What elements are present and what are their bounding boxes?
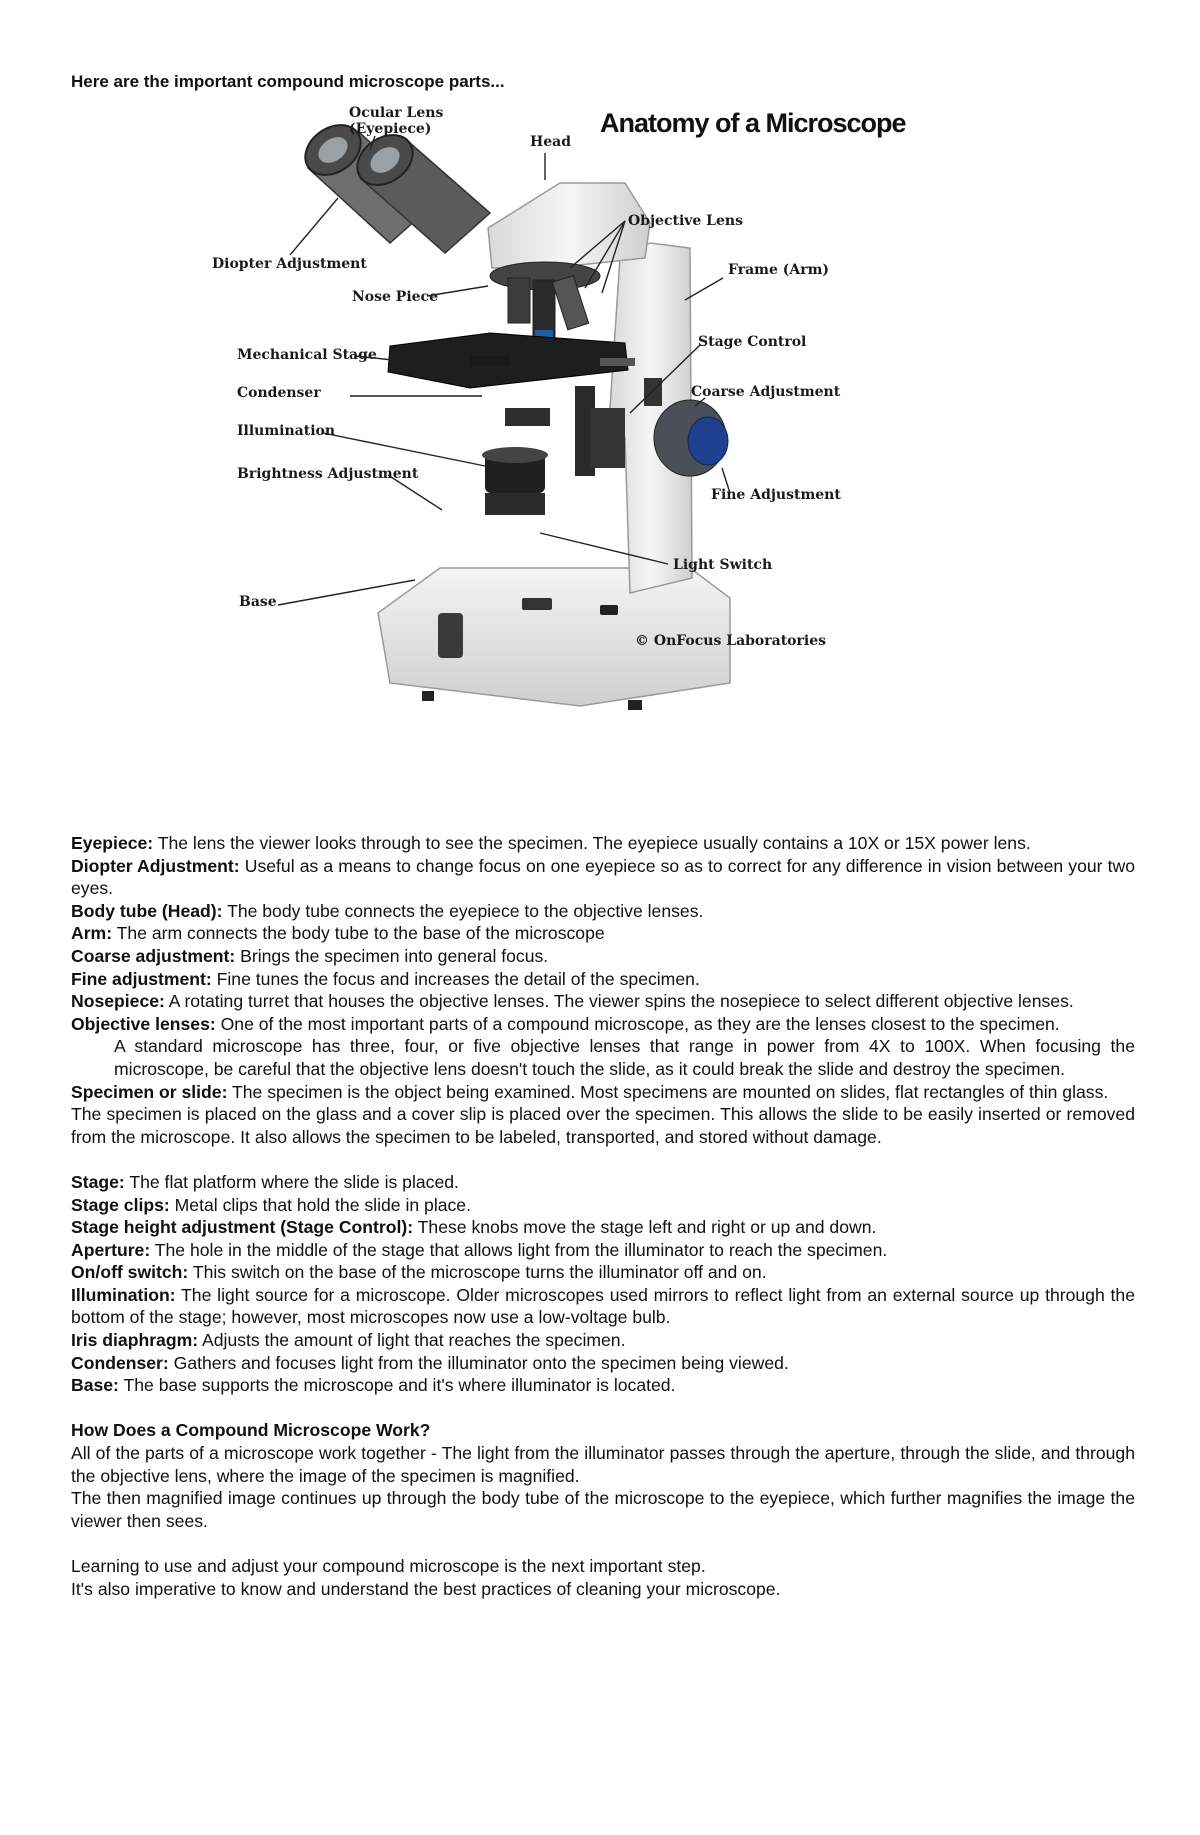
callout-light-switch: Light Switch (673, 557, 773, 573)
figure-title: Anatomy of a Microscope (600, 108, 906, 138)
how-paragraph: All of the parts of a microscope work together - The light from the illuminator passes through the aperture, through the slide, and through the objective lens, where the image of the specimen is magnified. (71, 1443, 1135, 1486)
intro-heading: Here are the important compound microscope parts... (71, 72, 505, 91)
definition-switch: On/off switch: This switch on the base of the microscope turns the illuminator off and on. (71, 1262, 767, 1283)
callout-nose-piece: Nose Piece (352, 289, 438, 305)
definition-condenser: Condenser: Gathers and focuses light from the illuminator onto the specimen being viewed. (71, 1352, 789, 1373)
microscope-diagram (212, 105, 990, 778)
how-paragraph: The then magnified image continues up through the body tube of the microscope to the eyepiece, which further magnifies the image the viewer then sees. (71, 1488, 1135, 1531)
callout-head: Head (530, 134, 571, 150)
head-shape (488, 183, 650, 268)
closing-line: Learning to use and adjust your compound microscope is the next important step. (71, 1556, 706, 1576)
closing-line: It's also imperative to know and understand the best practices of cleaning your microscope. (71, 1578, 781, 1599)
definition-body-tube: Body tube (Head): The body tube connects the eyepiece to the objective lenses. (71, 900, 704, 921)
illuminator-rim (482, 447, 548, 463)
definition-diopter: Diopter Adjustment: Useful as a means to change focus on one eyepiece so as to correct for any difference in vision between your two eyes. (71, 855, 1135, 899)
spacer (71, 1397, 1135, 1420)
callout-brightness-adjustment: Brightness Adjustment (237, 466, 419, 482)
fine-knob-shape (688, 417, 728, 465)
definition-aperture: Aperture: The hole in the middle of the stage that allows light from the illuminator to reach the specimen. (71, 1239, 888, 1260)
definition-stage-height: Stage height adjustment (Stage Control): These knobs move the stage left and right or up and down. (71, 1217, 877, 1238)
callout-coarse-adjustment: Coarse Adjustment (691, 384, 841, 400)
definition-iris: Iris diaphragm: Adjusts the amount of light that reaches the specimen. (71, 1330, 626, 1351)
aperture-shape (470, 356, 510, 366)
callout-eyepiece: (Eyepiece) (349, 121, 432, 137)
definition-objective: Objective lenses: One of the most important parts of a compound microscope, as they are the lenses closest to the specimen. (71, 1013, 1060, 1034)
definition-base: Base: The base supports the microscope and it's where illuminator is located. (71, 1375, 676, 1396)
specimen-note: The specimen is placed on the glass and a cover slip is placed over the specimen. This allows the slide to be easily inserted or removed from the microscope. It also allows the specimen to be labeled, transported, and stored without damage. (71, 1104, 1135, 1147)
illuminator-ring (485, 493, 545, 515)
arm-badge (644, 378, 662, 406)
spacer (71, 1148, 1135, 1171)
condenser-shape (505, 408, 550, 426)
callout-stage-control: Stage Control (698, 334, 807, 350)
definition-illumination: Illumination: The light source for a microscope. Older microscopes used mirrors to reflect light from an external source up through the bottom of the stage; however, most microscopes now use a low-voltage bulb. (71, 1284, 1135, 1328)
spacer (71, 1532, 1135, 1555)
callout-fine-adjustment: Fine Adjustment (711, 487, 841, 503)
body-text (71, 832, 1135, 1600)
stage-clip-shape (600, 358, 635, 366)
callout-diopter-adjustment: Diopter Adjustment (212, 256, 367, 272)
focus-block-shape (590, 408, 625, 468)
objective-lens-shape (508, 278, 530, 323)
callout-condenser: Condenser (237, 385, 321, 401)
definition-arm: Arm: The arm connects the body tube to the base of the microscope (71, 923, 605, 944)
callout-ocular-lens: Ocular Lens (349, 105, 444, 121)
figure-credit: © OnFocus Laboratories (635, 633, 826, 649)
base-badge (438, 613, 463, 658)
definition-fine: Fine adjustment: Fine tunes the focus and increases the detail of the specimen. (71, 968, 700, 989)
callout-base: Base (239, 594, 277, 610)
definition-specimen: Specimen or slide: The specimen is the object being examined. Most specimens are mounted on slides, flat rectangles of thin glass. (71, 1081, 1109, 1102)
objective-note: A standard microscope has three, four, or five objective lenses that range in power from 4X to 100X. When focusing the microscope, be careful that the objective lens doesn't touch the slide, as it could break the slide and destroy the specimen. (114, 1036, 1135, 1079)
callout-illumination: Illumination (237, 423, 336, 439)
microscope-anatomy-figure (212, 105, 990, 778)
base-foot (422, 691, 434, 701)
callout-objective-lens: Objective Lens (628, 213, 743, 229)
light-switch-shape (600, 605, 618, 615)
how-heading: How Does a Compound Microscope Work? (71, 1420, 431, 1441)
definition-eyepiece: Eyepiece: The lens the viewer looks through to see the specimen. The eyepiece usually contains a 10X or 15X power lens. (71, 833, 1031, 853)
definition-stage-clips: Stage clips: Metal clips that hold the slide in place. (71, 1194, 471, 1215)
definition-coarse: Coarse adjustment: Brings the specimen into general focus. (71, 945, 549, 966)
definition-stage: Stage: The flat platform where the slide is placed. (71, 1171, 459, 1192)
brightness-dial (522, 598, 552, 610)
definition-nosepiece: Nosepiece: A rotating turret that houses the objective lenses. The viewer spins the nosepiece to select different objective lenses. (71, 991, 1074, 1012)
callout-frame-arm: Frame (Arm) (728, 262, 830, 278)
callout-mechanical-stage: Mechanical Stage (237, 347, 377, 363)
base-foot (628, 700, 642, 710)
